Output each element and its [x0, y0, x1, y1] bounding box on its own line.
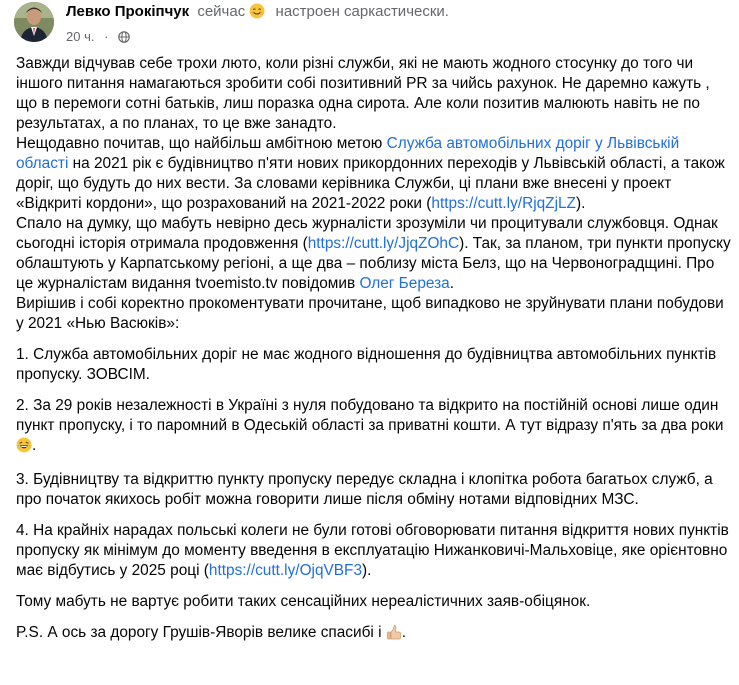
feeling-text: настроен саркастически.: [275, 3, 449, 20]
post-body: [16, 54, 732, 646]
list-item-3: 3. Будівництву та відкриттю пункту пропуску передує складна і клопітка робота багатьох служб, а про початок якихось робіт можна говорити лише після обміну нотами відповідних МЗС.: [16, 471, 713, 508]
url-link-3[interactable]: https://cutt.ly/OjqVBF3: [208, 562, 363, 579]
text-span: .: [449, 275, 455, 292]
text-span: на 2021 рік є будівництво п'яти нових прикордонних переходів у Львівській області, а також доріг, що будуть до них вести. За словами керівника Служби, ці плани вже внесені у проект «Відкриті кордони», що розрахований на 2021-2022 роки (: [16, 155, 725, 212]
post-meta: [66, 2, 726, 49]
globe-icon[interactable]: [118, 29, 130, 49]
paragraph-continuation: [16, 214, 732, 294]
paragraph-comment-intro: Вирішив і собі коректно прокоментувати прочитане, щоб випадково не зруйнувати плани побудови у 2021 «Нью Васюків»:: [16, 295, 724, 332]
text-span: ).: [575, 195, 586, 212]
status-time: сейчас: [197, 3, 246, 20]
post-title-line: [66, 2, 726, 25]
post-time[interactable]: 20 ч.: [66, 29, 95, 44]
text-span: 2. За 29 років незалежності в Україні з нуля побудовано та відкрито на постійній основі лише один пункт пропуску, і то паромний в Одеській області за приватні кошти. А тут відразу п'ять за два роки: [16, 397, 724, 434]
meta-separator: ·: [104, 29, 109, 44]
text-span: Нещодавно почитав, що найбільш амбітною метою: [16, 135, 387, 152]
avatar[interactable]: [14, 2, 54, 42]
text-span: ).: [362, 562, 372, 579]
text-span: 4. На крайніх нарадах польські колеги не були готові обговорювати питання відкриття нових пунктів пропуску як мінімум до моменту введення в експлуатацію Нижанковичі-Мальховіце, яке орієнтовно має відбутись у 2025 році (: [16, 522, 729, 579]
url-link-2[interactable]: https://cutt.ly/JjqZOhC: [307, 235, 460, 252]
text-span: Спало на думку, що мабуть невірно десь журналісти зрозуміли чи процитували службовця. Однак сьогодні історія отримала продовження (: [16, 215, 718, 252]
list-item-2: 2. За 29 років незалежності в Україні з нуля побудовано та відкрито на постійній основі лише один пункт пропуску, і то паромний в Одеській області за приватні кошти. А тут відразу п'ять за два роки .: [16, 396, 732, 459]
author-name[interactable]: Левко Прокіпчук: [66, 3, 190, 20]
url-link-1[interactable]: https://cutt.ly/RjqZjLZ: [431, 195, 576, 212]
page-link-road-service[interactable]: Служба автомобільних доріг у Львівській області: [16, 135, 680, 172]
post-time-line: [66, 27, 726, 49]
thumbs-up-emoji-icon: [386, 624, 402, 646]
list-item-4: [16, 521, 732, 581]
text-span: P.S. А ось за дорогу Грушів-Яворів велике спасибі і: [16, 624, 382, 641]
avatar-photo-icon: [14, 2, 54, 42]
smile-emoji-icon: [249, 3, 265, 25]
paragraph-ps: [16, 623, 732, 646]
laughing-emoji-icon: [16, 437, 32, 459]
text-span: ). Так, за планом, три пункти пропуску облаштують у Карпатському регіоні, а ще два – поблизу міста Белз, що на Червоноградщині. Про це журналістам видання tvoemisto.tv повідомив: [16, 235, 731, 292]
text-span: .: [401, 624, 407, 641]
paragraph-conclusion: Тому мабуть не вартує робити таких сенсаційних нереалістичних заяв-обіцянок.: [16, 593, 591, 610]
paragraph-intro: Завжди відчував себе трохи люто, коли різні служби, які не мають жодного стосунку до того чи іншого питання намагаються зробити собі позитивний PR за чийсь рахунок. Не даремно кажуть , що в перемоги сотні батьків, лиш поразка одна сирота. Але коли позитив малюють навіть не по результатах, а по планах, то це вже занадто.: [16, 55, 710, 132]
paragraph-news: [16, 134, 732, 214]
list-item-1: 1. Служба автомобільних доріг не має жодного відношення до будівництва автомобільних пунктів пропуску. ЗОВСІМ.: [16, 346, 717, 383]
person-link-oleg-bereza[interactable]: Олег Береза: [359, 275, 450, 292]
